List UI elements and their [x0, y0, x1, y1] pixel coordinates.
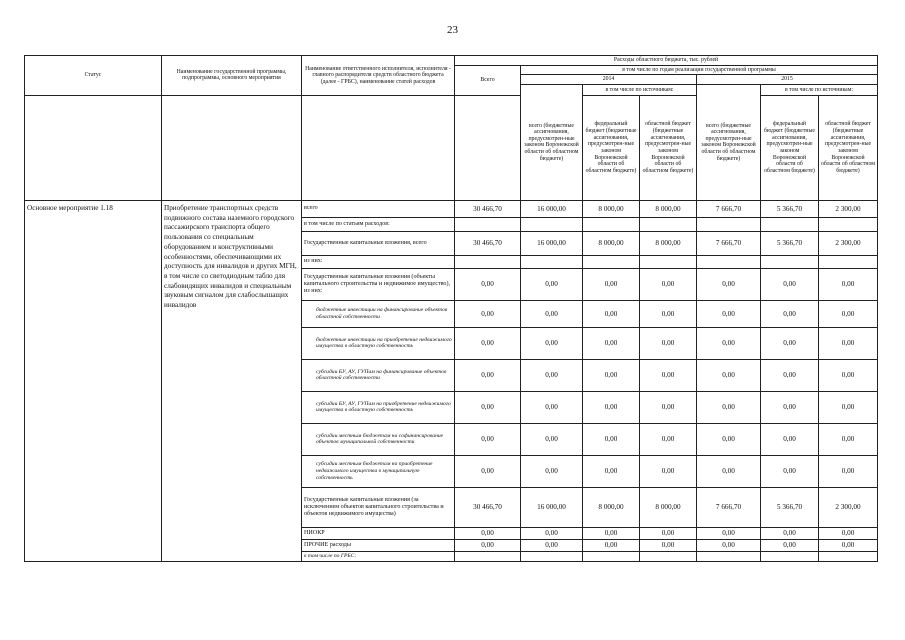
value-cell: 0,00 [697, 527, 761, 539]
value-cell: 0,00 [761, 268, 819, 300]
value-cell: 30 466,70 [455, 231, 521, 255]
value-cell: 8 000,00 [640, 487, 697, 527]
value-cell: 0,00 [819, 300, 878, 327]
value-cell: 0,00 [761, 527, 819, 539]
value-cell: 0,00 [583, 539, 640, 551]
header-total: Всего [455, 65, 521, 95]
value-cell: 0,00 [819, 268, 878, 300]
header-year-2015: 2015 [697, 75, 878, 85]
expense-item-label: в том числе по статьям расходов: [302, 217, 455, 231]
value-cell [521, 551, 583, 561]
expense-item-label: в том числе по ГРБС: [302, 551, 455, 561]
value-cell: 0,00 [521, 359, 583, 391]
value-cell: 0,00 [640, 300, 697, 327]
header-year-2014: 2014 [521, 75, 697, 85]
value-cell: 7 666,70 [697, 231, 761, 255]
value-cell: 0,00 [697, 300, 761, 327]
value-cell: 0,00 [697, 327, 761, 359]
status-cell: Основное мероприятие 1.18 [25, 200, 162, 561]
value-cell: 0,00 [455, 539, 521, 551]
value-cell: 0,00 [761, 391, 819, 423]
value-cell: 0,00 [697, 455, 761, 487]
value-cell: 0,00 [819, 527, 878, 539]
value-cell: 0,00 [697, 268, 761, 300]
value-cell [583, 551, 640, 561]
value-cell: 0,00 [583, 423, 640, 455]
value-cell: 0,00 [819, 391, 878, 423]
header-2014-by-sources: в том числе по источникам: [583, 84, 697, 95]
value-cell: 0,00 [583, 268, 640, 300]
value-cell: 16 000,00 [521, 231, 583, 255]
value-cell [697, 551, 761, 561]
value-cell [521, 255, 583, 268]
value-cell: 0,00 [640, 327, 697, 359]
value-cell: 0,00 [697, 391, 761, 423]
value-cell [455, 217, 521, 231]
header-status: Статус [25, 56, 162, 96]
value-cell: 0,00 [640, 423, 697, 455]
value-cell: 0,00 [761, 539, 819, 551]
value-cell: 0,00 [455, 300, 521, 327]
header-2015-total: всего (бюджетные ассигнования, предусмотрен-ные законом Воронежской области об областном бюджете) [697, 84, 761, 200]
value-cell: 0,00 [819, 423, 878, 455]
expense-item-label: бюджетные инвестиции на приобретение недвижимого имущества в областную собственность [302, 327, 455, 359]
table-body [25, 200, 878, 561]
value-cell: 0,00 [819, 327, 878, 359]
value-cell: 0,00 [521, 539, 583, 551]
value-cell: 8 000,00 [583, 231, 640, 255]
value-cell: 0,00 [455, 423, 521, 455]
value-cell: 5 366,70 [761, 200, 819, 217]
header-2015-federal: федеральный бюджет (бюджетные ассигнования, предусмотрен-ные законом Воронежской области об областном бюджете) [761, 95, 819, 200]
value-cell [819, 255, 878, 268]
value-cell: 0,00 [819, 539, 878, 551]
value-cell [761, 217, 819, 231]
value-cell: 0,00 [761, 423, 819, 455]
expense-item-label: бюджетные инвестиции на финансирование объектов областной собственности [302, 300, 455, 327]
value-cell: 16 000,00 [521, 200, 583, 217]
value-cell: 0,00 [455, 268, 521, 300]
value-cell: 30 466,70 [455, 487, 521, 527]
expense-item-label: ПРОЧИЕ расходы [302, 539, 455, 551]
value-cell: 0,00 [583, 359, 640, 391]
expense-item-label: НИОКР [302, 527, 455, 539]
value-cell [521, 217, 583, 231]
value-cell [819, 217, 878, 231]
value-cell [761, 551, 819, 561]
value-cell: 0,00 [761, 300, 819, 327]
value-cell: 0,00 [521, 423, 583, 455]
budget-table [24, 55, 878, 562]
value-cell: 0,00 [455, 359, 521, 391]
value-cell: 8 000,00 [640, 200, 697, 217]
value-cell: 0,00 [521, 327, 583, 359]
value-cell: 0,00 [761, 359, 819, 391]
value-cell: 2 300,00 [819, 231, 878, 255]
header-expenses: Расходы областного бюджета, тыс. рублей [455, 56, 878, 66]
value-cell: 0,00 [455, 391, 521, 423]
value-cell: 0,00 [697, 359, 761, 391]
expense-item-label: Государственные капитальные вложения, всего [302, 231, 455, 255]
value-cell [640, 217, 697, 231]
value-cell: 0,00 [583, 527, 640, 539]
value-cell [455, 551, 521, 561]
header-by-years: в том числе по годам реализации государственной программы [521, 65, 878, 75]
value-cell [583, 217, 640, 231]
table-header [25, 56, 878, 201]
value-cell: 0,00 [583, 327, 640, 359]
value-cell: 0,00 [697, 423, 761, 455]
header-2014-regional: областной бюджет (бюджетные ассигнования, предусмотрен-ные законом Воронежской области об областном бюджете) [640, 95, 697, 200]
header-2015-regional: областной бюджет (бюджетные ассигнования, предусмотрен-ные законом Воронежской области об областном бюджете) [819, 95, 878, 200]
value-cell: 8 000,00 [583, 200, 640, 217]
value-cell: 0,00 [640, 359, 697, 391]
header-executor: Наименование ответственного исполнителя, исполнителя - главного распорядителя средств областного бюджета (далее - ГРБС), наименование статей расходов [302, 56, 455, 96]
expense-item-label: субсидии БУ, АУ, ГУПам на приобретение недвижимого имущества в областную собственность [302, 391, 455, 423]
value-cell [640, 255, 697, 268]
value-cell: 30 466,70 [455, 200, 521, 217]
value-cell: 0,00 [521, 268, 583, 300]
value-cell: 0,00 [640, 539, 697, 551]
expense-item-label: субсидии местным бюджетам на софинансирование объектов муниципальной собственности [302, 423, 455, 455]
value-cell: 0,00 [761, 327, 819, 359]
page-number: 23 [447, 24, 458, 36]
value-cell: 2 300,00 [819, 200, 878, 217]
value-cell: 0,00 [455, 455, 521, 487]
value-cell: 0,00 [640, 391, 697, 423]
value-cell: 0,00 [521, 527, 583, 539]
value-cell: 8 000,00 [640, 231, 697, 255]
value-cell [583, 255, 640, 268]
value-cell [640, 551, 697, 561]
value-cell: 0,00 [640, 268, 697, 300]
header-2015-by-sources: в том числе по источникам: [761, 84, 878, 95]
value-cell: 0,00 [819, 455, 878, 487]
header-program-name: Наименование государственной программы, подпрограммы, основного мероприятия [162, 56, 302, 96]
expense-item-label: субсидии местным бюджетам на приобретение недвижимого имущества в муниципальную собственность [302, 455, 455, 487]
value-cell: 0,00 [640, 527, 697, 539]
expense-item-label: всего [302, 200, 455, 217]
value-cell: 5 366,70 [761, 487, 819, 527]
value-cell: 0,00 [583, 391, 640, 423]
header-2014-total: всего (бюджетные ассигнования, предусмотрен-ные законом Воронежской области об областном бюджете) [521, 84, 583, 200]
value-cell: 0,00 [455, 527, 521, 539]
expense-item-label: субсидии БУ, АУ, ГУПам на финансирование объектов областной собственности [302, 359, 455, 391]
value-cell: 2 300,00 [819, 487, 878, 527]
value-cell [697, 217, 761, 231]
value-cell [455, 255, 521, 268]
expense-item-label: Государственные капитальные вложения (объекты капитального строительства и недвижимое имущество), из них: [302, 268, 455, 300]
value-cell: 0,00 [819, 359, 878, 391]
value-cell: 0,00 [640, 455, 697, 487]
value-cell: 7 666,70 [697, 487, 761, 527]
value-cell: 0,00 [521, 391, 583, 423]
value-cell: 7 666,70 [697, 200, 761, 217]
expense-item-label: Государственные капитальные вложения (за исключением объектов капитального строительства и объектов недвижимого имущества) [302, 487, 455, 527]
value-cell: 0,00 [761, 455, 819, 487]
program-name-cell: Приобретение транспортных средств подвижного состава наземного городского пассажирского транспорта общего пользования со специальным оборудованием и конструктивными особенностями, обеспечивающими их доступность для инвалидов и других МГН, в том числе со светодиодным табло для слабовидящих инвалидов и специальным звуковым сигналом для слабослышащих инвалидов [162, 200, 302, 561]
value-cell: 0,00 [521, 300, 583, 327]
value-cell: 0,00 [583, 455, 640, 487]
table-row [25, 200, 878, 217]
value-cell: 8 000,00 [583, 487, 640, 527]
value-cell: 0,00 [521, 455, 583, 487]
expense-item-label: из них: [302, 255, 455, 268]
value-cell: 0,00 [697, 539, 761, 551]
value-cell: 0,00 [455, 327, 521, 359]
value-cell: 5 366,70 [761, 231, 819, 255]
header-2014-federal: федеральный бюджет (бюджетные ассигнования, предусмотрен-ные законом Воронежской области об областном бюджете) [583, 95, 640, 200]
value-cell: 16 000,00 [521, 487, 583, 527]
value-cell [697, 255, 761, 268]
value-cell: 0,00 [583, 300, 640, 327]
value-cell [819, 551, 878, 561]
value-cell [761, 255, 819, 268]
